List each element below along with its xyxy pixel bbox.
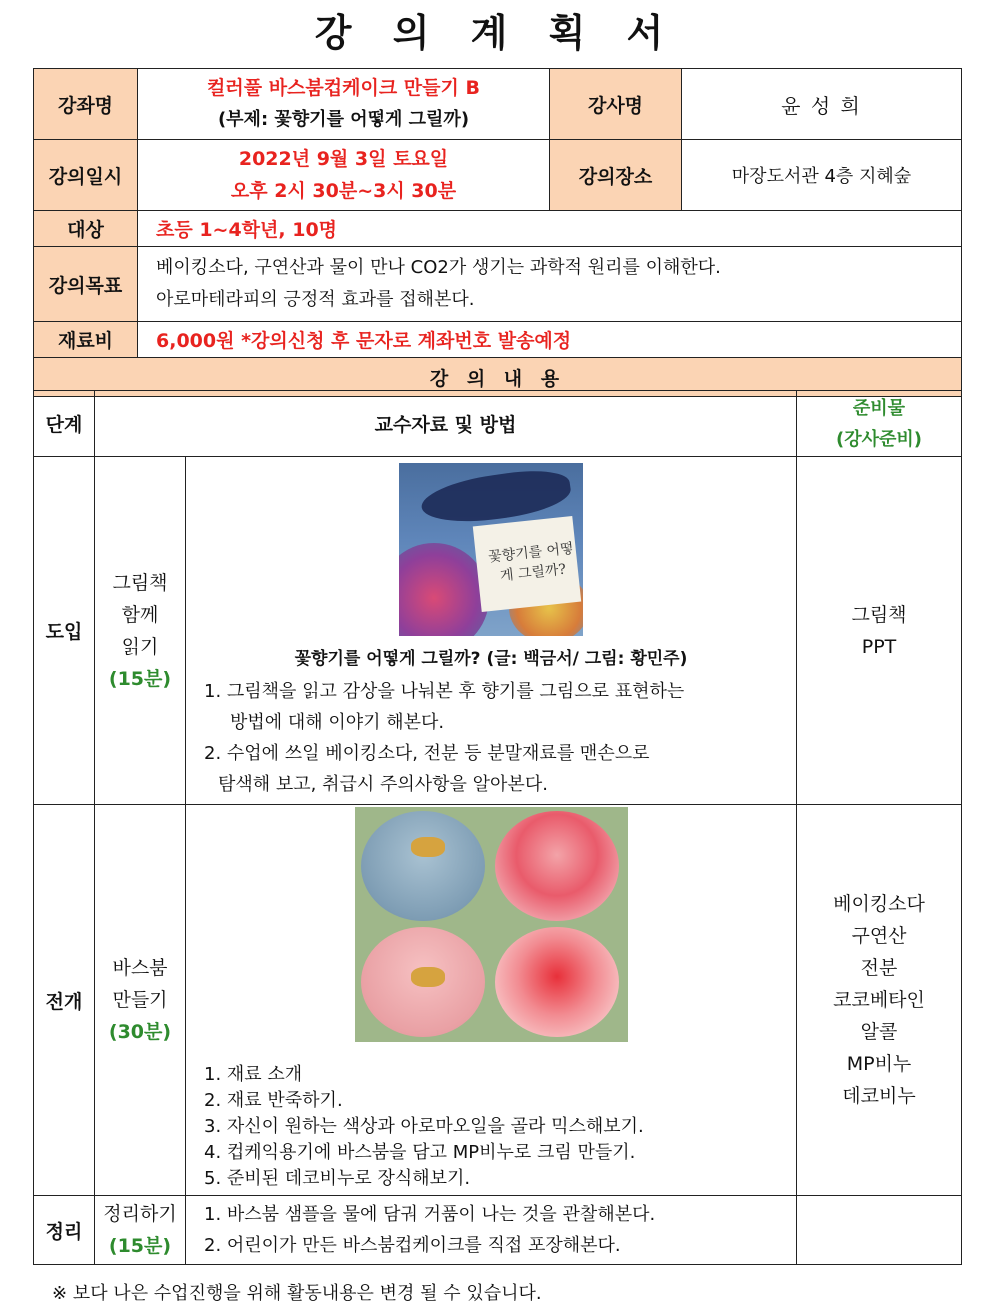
intro-step: 방법에 대해 이야기 해본다. xyxy=(230,712,445,733)
main-material: 알콜 xyxy=(860,1021,898,1043)
date-line2: 오후 2시 30분~3시 30분 xyxy=(230,180,457,202)
main-activity-line: 만들기 xyxy=(112,989,168,1011)
fee-label: 재료비 xyxy=(34,322,138,358)
main-step: 5. 준비된 데코비누로 장식해보기. xyxy=(204,1168,471,1189)
goal-label: 강의목표 xyxy=(34,247,138,322)
intro-material: PPT xyxy=(861,635,897,658)
bath-bomb-red-cream xyxy=(495,811,619,921)
main-material: 구연산 xyxy=(851,925,907,947)
main-activity-line: 바스붐 xyxy=(112,957,168,979)
date-label: 강의일시 xyxy=(34,140,138,211)
col-prep-subheader: (강사준비) xyxy=(835,428,922,450)
intro-step: 탐색해 보고, 취급시 주의사항을 알아본다. xyxy=(218,774,548,795)
col-prep-header: 준비물 xyxy=(852,397,906,419)
stage-wrap: 정리 xyxy=(34,1196,95,1265)
course-label: 강좌명 xyxy=(34,69,138,140)
bath-bomb-cupcake-photo xyxy=(355,807,628,1042)
main-material: 베이킹소다 xyxy=(833,893,925,915)
content-section-title: 강 의 내 용 xyxy=(34,358,962,397)
dried-flower-deco xyxy=(411,837,445,857)
page-title: 강 의 계 획 서 xyxy=(314,11,678,55)
main-step: 1. 재료 소개 xyxy=(204,1064,303,1085)
wrap-time: (15분) xyxy=(108,1235,172,1257)
content-table xyxy=(33,390,962,1265)
main-step: 2. 재료 반죽하기. xyxy=(204,1090,343,1111)
main-time: (30분) xyxy=(108,1021,172,1043)
target-value: 초등 1~4학년, 10명 xyxy=(138,211,962,247)
main-material: MP비누 xyxy=(846,1053,912,1075)
goal-line1: 베이킹소다, 구연산과 물이 만나 CO2가 생기는 과학적 원리를 이해한다. xyxy=(156,257,721,278)
footer-note: ※ 보다 나은 수업진행을 위해 활동내용은 변경 될 수 있습니다. xyxy=(52,1283,542,1304)
course-subtitle: (부제: 꽃향기를 어떻게 그릴까) xyxy=(217,109,470,130)
bath-bomb-blue xyxy=(361,811,485,921)
fee-value: 6,000원 *강의신청 후 문자로 계좌번호 발송예정 xyxy=(138,322,962,358)
bath-bomb-red-white xyxy=(495,927,619,1037)
main-step: 4. 컵케익용기에 바스붐을 담고 MP비누로 크림 만들기. xyxy=(204,1142,636,1163)
book-cover-title: 꽃향기를 어떻게 그릴까? xyxy=(487,540,575,585)
col-method-header: 교수자료 및 방법 xyxy=(95,391,797,457)
instructor-label: 강사명 xyxy=(550,69,682,140)
course-name: 컬러풀 바스붐컵케이크 만들기 B xyxy=(207,77,480,99)
intro-step: 1. 그림책을 읽고 감상을 나눠본 후 향기를 그림으로 표현하는 xyxy=(204,681,685,702)
place-value: 마장도서관 4층 지혜숲 xyxy=(682,140,962,211)
col-stage-header: 단계 xyxy=(34,391,95,457)
main-material: 코코베타인 xyxy=(833,989,925,1011)
info-table xyxy=(33,68,962,397)
intro-time: (15분) xyxy=(108,667,172,690)
main-material: 전분 xyxy=(860,957,898,979)
dried-flower-deco xyxy=(411,967,445,987)
place-label: 강의장소 xyxy=(550,140,682,211)
wrap-activity: 정리하기 xyxy=(103,1203,177,1225)
date-line1: 2022년 9월 3일 토요일 xyxy=(238,148,449,170)
goal-line2: 아로마테라피의 긍정적 효과를 접해본다. xyxy=(156,289,475,310)
intro-step: 2. 수업에 쓰일 베이킹소다, 전분 등 분말재료를 맨손으로 xyxy=(204,743,650,764)
target-label: 대상 xyxy=(34,211,138,247)
wrap-step: 1. 바스붐 샘플을 물에 담궈 거품이 나는 것을 관찰해본다. xyxy=(204,1204,656,1225)
main-step: 3. 자신이 원하는 색상과 아로마오일을 골라 믹스해보기. xyxy=(204,1116,644,1137)
intro-activity-line: 함께 xyxy=(121,603,159,626)
stage-intro: 도입 xyxy=(34,457,95,805)
stage-main: 전개 xyxy=(34,805,95,1196)
intro-material: 그림책 xyxy=(851,603,907,626)
intro-activity-line: 읽기 xyxy=(121,635,159,658)
wrap-step: 2. 어린이가 만든 바스붐컵케이크를 직접 포장해본다. xyxy=(204,1235,621,1256)
main-material: 데코비누 xyxy=(842,1085,916,1107)
instructor-name: 윤 성 희 xyxy=(682,69,962,140)
wrap-materials-empty xyxy=(797,1196,962,1265)
picture-book-cover-image xyxy=(399,463,583,636)
book-title: 꽃향기를 어떻게 그릴까? (글: 백금서/ 그림: 황민주) xyxy=(294,649,688,669)
intro-activity-line: 그림책 xyxy=(112,571,168,594)
